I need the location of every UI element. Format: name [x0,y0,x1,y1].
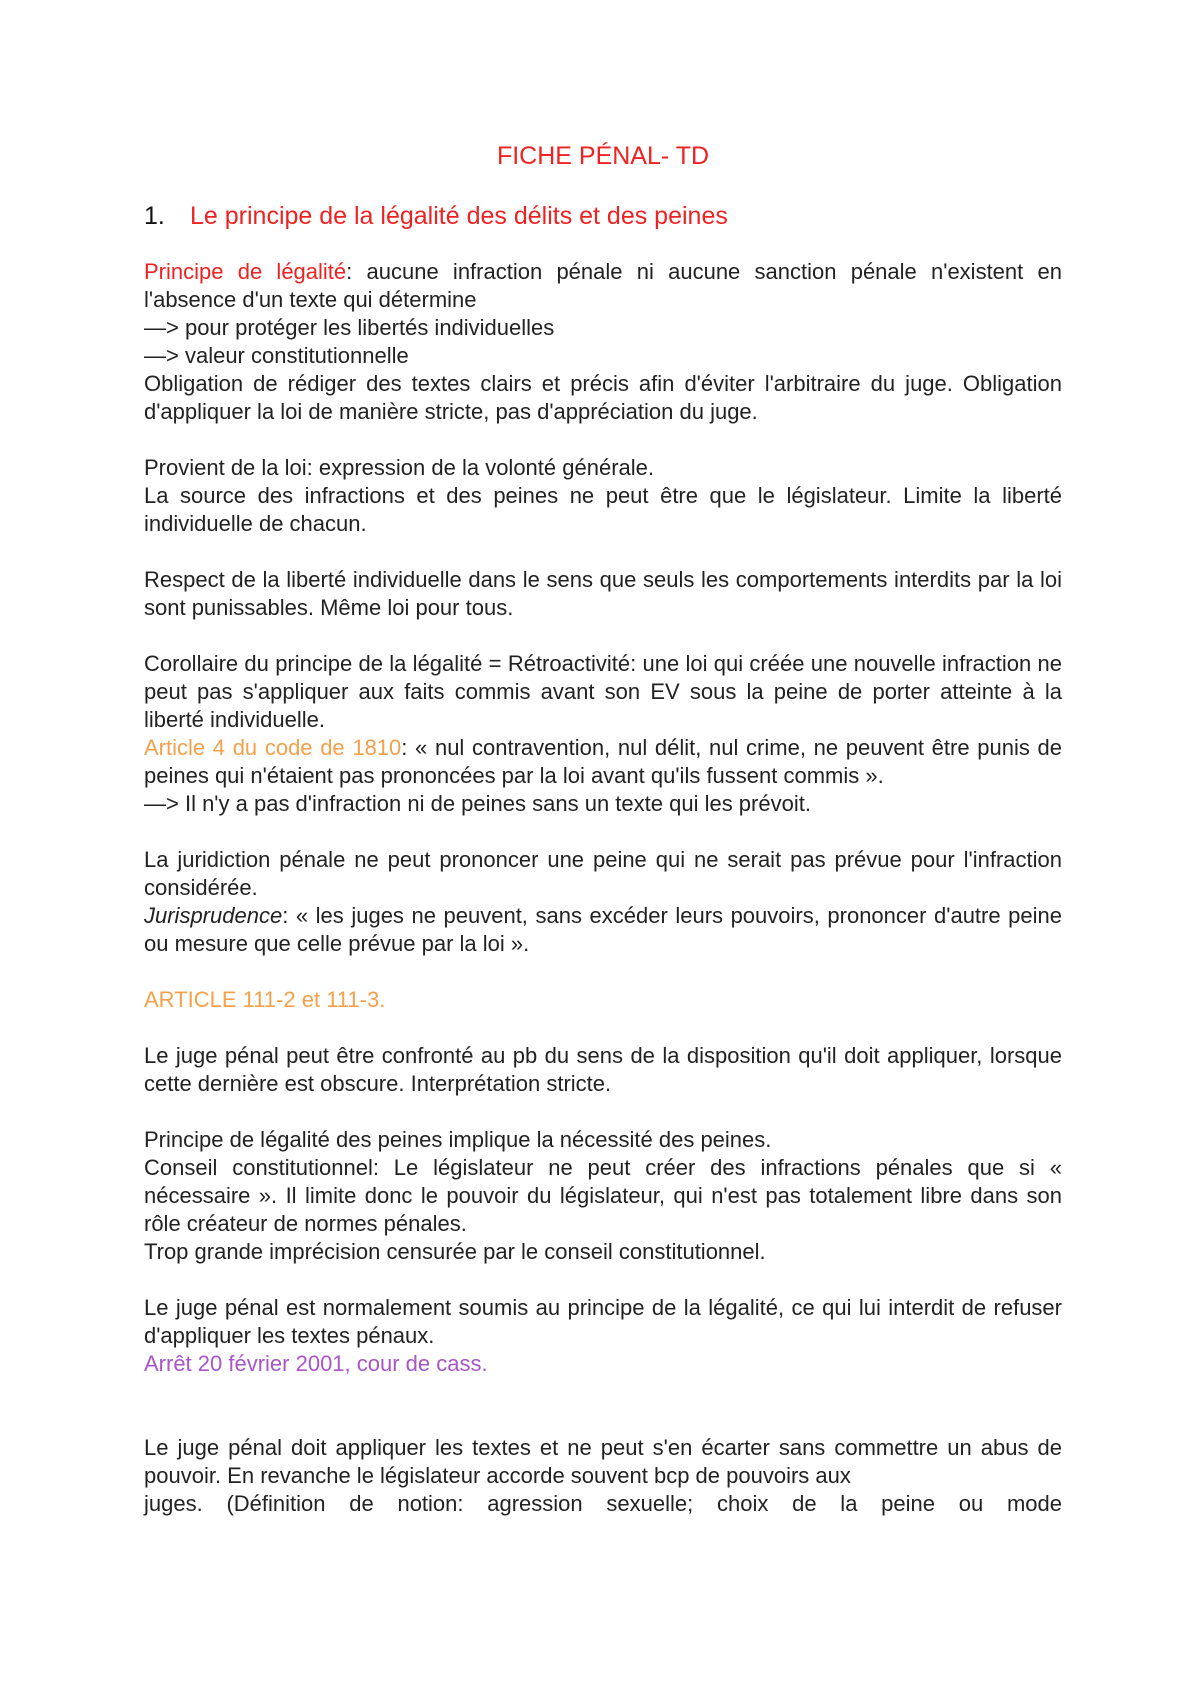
spacer [144,1406,1062,1434]
paragraph-principe-legalite [144,258,1062,314]
paragraph-imprecision: Trop grande imprécision censurée par le conseil constitutionnel. [144,1239,766,1264]
spacer [144,818,1062,846]
paragraph-obligation: Obligation de rédiger des textes clairs et précis afin d'éviter l'arbitraire du juge. Obligation d'appliquer la loi de manière stricte, pas d'appréciation du juge. [144,371,1062,424]
paragraph-juridiction: La juridiction pénale ne peut prononcer une peine qui ne serait pas prévue pour l'infraction considérée. [144,847,1062,900]
paragraph-article-111: ARTICLE 111-2 et 111-3. [144,987,386,1012]
section-title: Le principe de la légalité des délits et des peines [190,202,728,230]
paragraph-arret-2001: Arrêt 20 février 2001, cour de cass. [144,1351,488,1376]
paragraph-jurisprudence [144,902,1062,958]
section-heading-1 [144,200,1062,232]
document-title: FICHE PÉNAL- TD [496,142,710,170]
paragraph-arrow-valeur: —> valeur constitutionnelle [144,343,409,368]
document-page [144,140,1062,1518]
spacer [144,1014,1062,1042]
paragraph-article-4 [144,734,1062,790]
paragraph-necessite-peines: Principe de légalité des peines implique la nécessité des peines. [144,1127,772,1152]
spacer [144,1266,1062,1294]
paragraph-juge-confronte: Le juge pénal peut être confronté au pb du sens de la disposition qu'il doit appliquer, lorsque cette dernière est obscure. Interprétation stricte. [144,1043,1062,1096]
paragraph-source-infractions: La source des infractions et des peines ne peut être que le législateur. Limite la liberté individuelle de chacun. [144,483,1062,536]
spacer [144,958,1062,986]
spacer [144,1098,1062,1126]
article-quote: : « nul contravention, nul délit, nul crime, ne peuvent être punis de peines qui n'étaient pas prononcées par la loi avant qu'ils fussent commis ». [144,735,1062,788]
paragraph-arrow-libertes: —> pour protéger les libertés individuelles [144,315,555,340]
paragraph-provient-loi: Provient de la loi: expression de la volonté générale. [144,455,654,480]
jurisprudence-quote: : « les juges ne peuvent, sans excéder leurs pouvoirs, prononcer d'autre peine ou mesure que celle prévue par la loi ». [144,903,1062,956]
spacer [144,426,1062,454]
spacer [144,1378,1062,1406]
paragraph-corollaire: Corollaire du principe de la légalité = Rétroactivité: une loi qui créée une nouvelle infraction ne peut pas s'appliquer aux faits commis avant son EV sous la peine de porter atteinte à la liberté individuelle. [144,651,1062,732]
paragraph-definition-notion: juges. (Définition de notion: agression sexuelle; choix de la peine ou mode [144,1491,1062,1516]
section-number: 1. [144,202,165,230]
paragraph-arrow-infraction: —> Il n'y a pas d'infraction ni de peines sans un texte qui les prévoit. [144,791,811,816]
term-principe-legalite: Principe de légalité [144,259,347,284]
paragraph-juge-appliquer: Le juge pénal doit appliquer les textes et ne peut s'en écarter sans commettre un abus de pouvoir. En revanche le législateur accorde souvent bcp de pouvoirs aux [144,1435,1062,1488]
paragraph-conseil-constitutionnel: Conseil constitutionnel: Le législateur ne peut créer des infractions pénales que si « nécessaire ». Il limite donc le pouvoir du législateur, qui n'est pas totalement libre dans son rôle créateur de normes pénales. [144,1155,1062,1236]
article-reference: Article 4 du code de 1810 [144,735,402,760]
term-jurisprudence: Jurisprudence [144,903,283,928]
paragraph-respect-liberte: Respect de la liberté individuelle dans le sens que seuls les comportements interdits par la loi sont punissables. Même loi pour tous. [144,567,1062,620]
paragraph-juge-soumis: Le juge pénal est normalement soumis au principe de la légalité, ce qui lui interdit de refuser d'appliquer les textes pénaux. [144,1295,1062,1348]
spacer [144,622,1062,650]
definition-text: : aucune infraction pénale ni aucune sanction pénale n'existent en l'absence d'un texte qui détermine [144,259,1062,312]
spacer [144,538,1062,566]
